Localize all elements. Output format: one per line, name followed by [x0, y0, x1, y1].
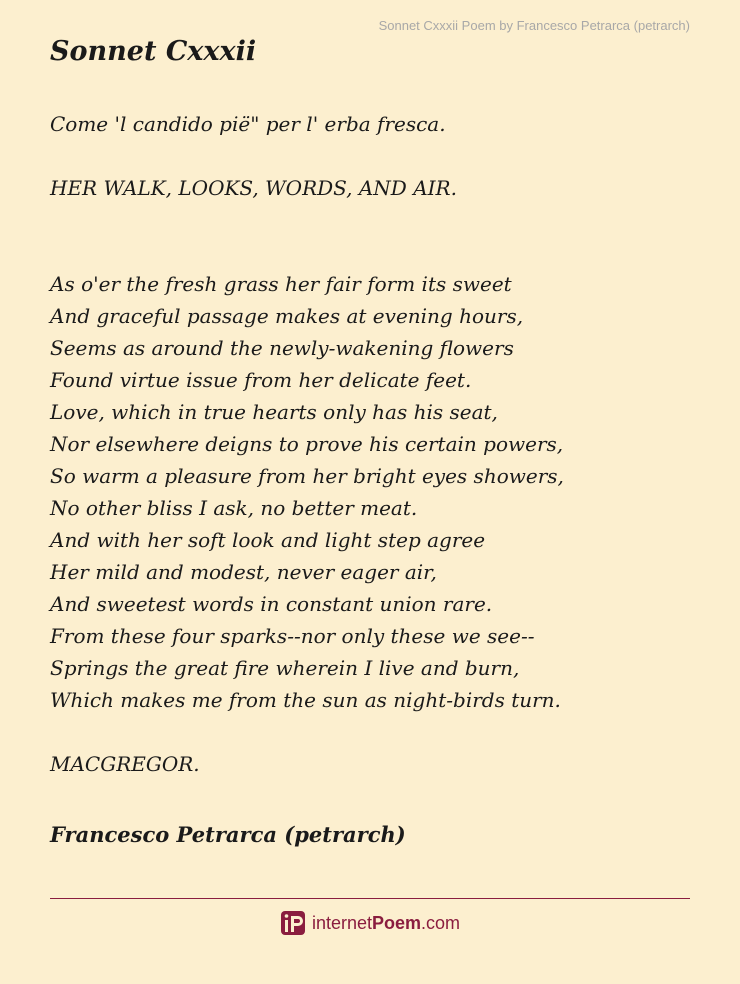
poem-translator: MACGREGOR.	[50, 752, 200, 776]
brand-text-internet: internet	[311, 912, 372, 933]
poem-epigraph: Come 'l candido pië" per l' erba fresca.	[50, 112, 446, 136]
poem-line: Love, which in true hearts only has his seat,	[50, 400, 498, 424]
stanza-gap	[50, 204, 690, 236]
poem-line: Which makes me from the sun as night-birds turn.	[50, 688, 561, 712]
stanza-gap	[50, 140, 690, 172]
poem-line: Nor elsewhere deigns to prove his certain powers,	[50, 432, 564, 456]
poem-line: As o'er the fresh grass her fair form its sweet	[50, 272, 512, 296]
internetpoem-logo-icon	[280, 910, 306, 936]
brand-text-poem: Poem	[372, 912, 422, 933]
brand-text-com: .com	[421, 912, 461, 933]
poem-body	[50, 108, 690, 780]
stanza-gap	[50, 236, 690, 268]
poem-line: Seems as around the newly-wakening flowers	[50, 336, 514, 360]
poem-subtitle: HER WALK, LOOKS, WORDS, AND AIR.	[50, 176, 457, 200]
stanza-gap	[50, 716, 690, 748]
poem-line: So warm a pleasure from her bright eyes showers,	[50, 464, 564, 488]
poem-line: And sweetest words in constant union rare.	[50, 592, 493, 616]
poem-line: And graceful passage makes at evening hours,	[50, 304, 524, 328]
poem-line: And with her soft look and light step agree	[50, 528, 486, 552]
footer-divider	[50, 898, 690, 899]
poem-line: From these four sparks--nor only these we see--	[50, 624, 535, 648]
poem-line: Found virtue issue from her delicate feet.	[50, 368, 472, 392]
footer-brand[interactable]	[0, 908, 740, 938]
poem-author[interactable]: Francesco Petrarca (petrarch)	[50, 822, 406, 847]
poem-line: Her mild and modest, never eager air,	[50, 560, 437, 584]
poem-title: Sonnet Cxxxii	[50, 36, 257, 67]
header-caption: Sonnet Cxxxii Poem by Francesco Petrarca (petrarch)	[378, 18, 690, 33]
poem-line: Springs the great fire wherein I live and burn,	[50, 656, 520, 680]
poem-line: No other bliss I ask, no better meat.	[50, 496, 418, 520]
